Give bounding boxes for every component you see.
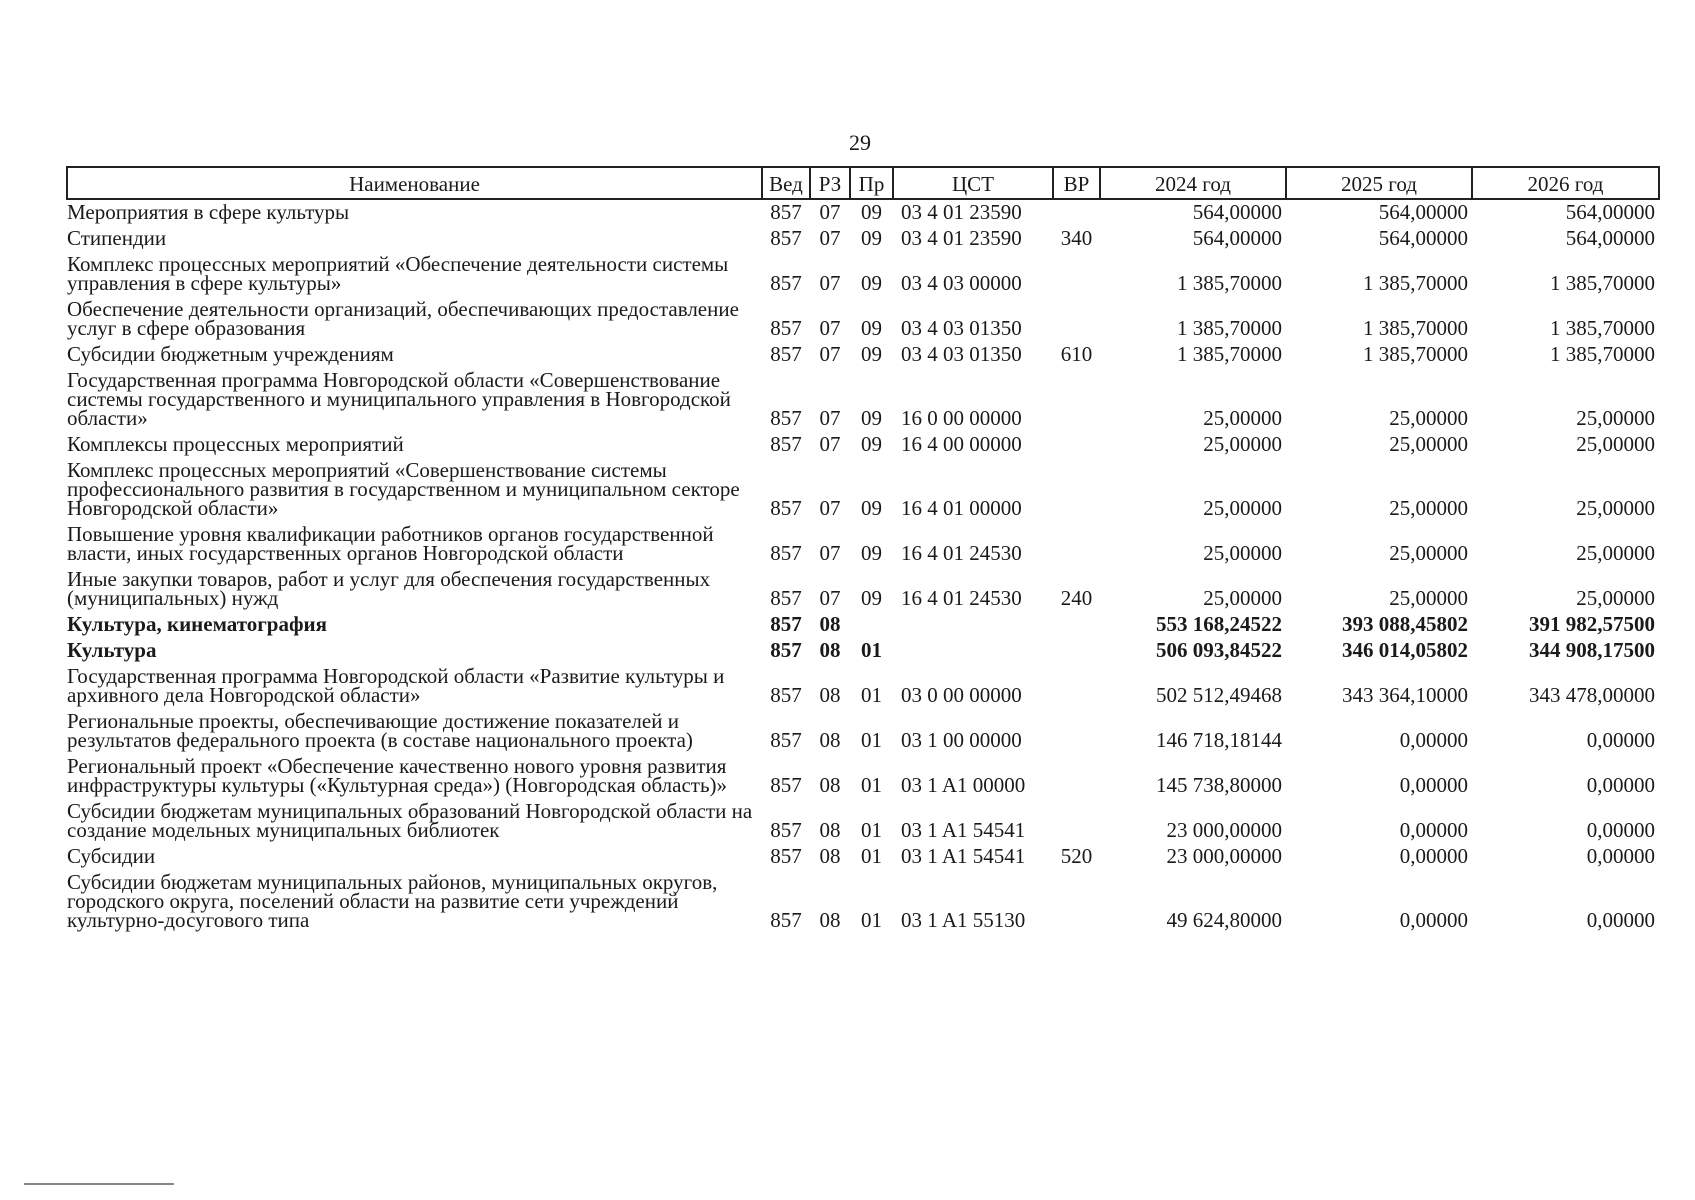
cell-ved: 857 (770, 342, 802, 366)
cell-2026: 25,00000 (1576, 406, 1655, 430)
table-row (67, 226, 1659, 252)
cell-vr (1053, 432, 1100, 458)
cell-2025: 1 385,70000 (1363, 316, 1468, 340)
cell-2026: 343 478,00000 (1529, 683, 1655, 707)
scan-artifact-line (24, 1183, 174, 1185)
header-cst: ЦСТ (893, 167, 1053, 199)
cell-2025: 564,00000 (1378, 226, 1468, 250)
cell-cst: 16 0 00 00000 (901, 406, 1022, 430)
cell-vr (1053, 297, 1100, 342)
cell-2024: 1 385,70000 (1177, 342, 1282, 366)
cell-vr (1053, 709, 1100, 754)
cell-vr (1053, 252, 1100, 297)
cell-pr: 09 (861, 200, 882, 224)
cell-name: Комплекс процессных мероприятий «Обеспечение деятельности системы управления в сфере культуры» (67, 252, 729, 295)
cell-rz: 08 (819, 773, 841, 797)
cell-rz: 08 (819, 612, 841, 636)
cell-ved: 857 (770, 541, 802, 565)
cell-2025: 1 385,70000 (1363, 271, 1468, 295)
cell-2026: 25,00000 (1576, 496, 1655, 520)
cell-ved: 857 (770, 683, 802, 707)
cell-name: Мероприятия в сфере культуры (67, 200, 350, 224)
cell-cst: 16 4 01 24530 (901, 586, 1022, 610)
header-rz: РЗ (810, 167, 850, 199)
cell-2025: 346 014,05802 (1342, 638, 1468, 662)
table-row (67, 844, 1659, 870)
cell-name: Обеспечение деятельности организаций, обеспечивающих предоставление услуг в сфере образования (67, 297, 739, 340)
cell-name: Субсидии (67, 844, 156, 868)
header-name: Наименование (67, 167, 762, 199)
table-row (67, 458, 1659, 522)
table-body (67, 199, 1659, 934)
cell-name: Комплексы процессных мероприятий (67, 432, 404, 456)
cell-vr (1053, 522, 1100, 567)
cell-cst: 03 1 A1 54541 (901, 844, 1026, 868)
cell-pr: 01 (861, 728, 882, 752)
cell-rz: 07 (819, 586, 841, 610)
table-row (67, 297, 1659, 342)
cell-2026: 1 385,70000 (1550, 271, 1655, 295)
cell-2025: 343 364,10000 (1342, 683, 1468, 707)
cell-2024: 25,00000 (1203, 541, 1282, 565)
cell-rz: 08 (819, 638, 841, 662)
cell-rz: 07 (819, 200, 841, 224)
cell-name: Субсидии бюджетам муниципальных районов, муниципальных округов, городского округа, поселений области на развитие сети учреждений культурно-досугового типа (67, 870, 718, 932)
table-row (67, 664, 1659, 709)
header-2024: 2024 год (1100, 167, 1286, 199)
cell-ved: 857 (770, 226, 802, 250)
header-ved: Вед (762, 167, 810, 199)
cell-ved: 857 (770, 773, 802, 797)
cell-2026: 25,00000 (1576, 586, 1655, 610)
cell-ved: 857 (770, 271, 802, 295)
cell-cst: 03 4 03 01350 (901, 316, 1022, 340)
cell-rz: 07 (819, 541, 841, 565)
table-row (67, 342, 1659, 368)
cell-cst: 16 4 01 24530 (901, 541, 1022, 565)
cell-rz: 07 (819, 406, 841, 430)
cell-2025: 0,00000 (1399, 773, 1468, 797)
header-2025: 2025 год (1286, 167, 1472, 199)
cell-2024: 553 168,24522 (1156, 612, 1282, 636)
table-row (67, 799, 1659, 844)
cell-cst (893, 638, 1053, 664)
cell-pr: 01 (861, 773, 882, 797)
cell-name: Культура (67, 638, 157, 662)
table-row (67, 522, 1659, 567)
cell-vr (1053, 368, 1100, 432)
cell-pr: 09 (861, 271, 882, 295)
cell-2026: 0,00000 (1586, 844, 1655, 868)
cell-name: Стипендии (67, 226, 167, 250)
cell-2024: 25,00000 (1203, 496, 1282, 520)
cell-cst: 03 4 03 00000 (901, 271, 1022, 295)
cell-cst: 03 0 00 00000 (901, 683, 1022, 707)
cell-pr: 09 (861, 342, 882, 366)
cell-ved: 857 (770, 432, 802, 456)
header-pr: Пр (850, 167, 893, 199)
cell-2024: 564,00000 (1192, 200, 1282, 224)
table-row (67, 199, 1659, 226)
cell-pr: 09 (861, 432, 882, 456)
cell-pr: 01 (861, 844, 882, 868)
cell-name: Повышение уровня квалификации работников органов государственной власти, иных государственных органов Новгородской области (67, 522, 714, 565)
cell-ved: 857 (770, 496, 802, 520)
cell-ved: 857 (770, 406, 802, 430)
cell-vr: 340 (1060, 226, 1093, 250)
cell-2024: 1 385,70000 (1177, 271, 1282, 295)
cell-pr: 09 (861, 316, 882, 340)
cell-pr: 09 (861, 586, 882, 610)
cell-cst: 16 4 01 00000 (901, 496, 1022, 520)
cell-2026: 1 385,70000 (1550, 316, 1655, 340)
cell-2026: 0,00000 (1586, 818, 1655, 842)
cell-vr: 240 (1060, 586, 1093, 610)
table-row (67, 870, 1659, 934)
table-header-row (67, 167, 1659, 199)
cell-name: Субсидии бюджетным учреждениям (67, 342, 394, 366)
cell-vr: 520 (1060, 844, 1093, 868)
cell-rz: 07 (819, 316, 841, 340)
cell-pr (850, 612, 893, 638)
cell-pr: 09 (861, 406, 882, 430)
cell-pr: 01 (861, 638, 882, 662)
cell-2025: 0,00000 (1399, 728, 1468, 752)
cell-vr (1053, 199, 1100, 226)
cell-cst: 03 1 A1 55130 (901, 908, 1026, 932)
table-row (67, 368, 1659, 432)
cell-2025: 25,00000 (1389, 586, 1468, 610)
cell-rz: 07 (819, 226, 841, 250)
header-2026: 2026 год (1472, 167, 1659, 199)
cell-2024: 49 624,80000 (1166, 908, 1282, 932)
cell-pr: 09 (861, 226, 882, 250)
cell-vr (1053, 612, 1100, 638)
cell-2026: 564,00000 (1565, 200, 1655, 224)
table-row (67, 709, 1659, 754)
cell-pr: 09 (861, 496, 882, 520)
cell-rz: 08 (819, 818, 841, 842)
cell-2024: 1 385,70000 (1177, 316, 1282, 340)
cell-ved: 857 (770, 818, 802, 842)
table-row (67, 612, 1659, 638)
table-row (67, 252, 1659, 297)
cell-cst: 03 4 01 23590 (901, 226, 1022, 250)
cell-2024: 146 718,18144 (1156, 728, 1282, 752)
cell-pr: 09 (861, 541, 882, 565)
cell-ved: 857 (770, 316, 802, 340)
cell-vr: 610 (1060, 342, 1093, 366)
cell-pr: 01 (861, 908, 882, 932)
cell-rz: 08 (819, 844, 841, 868)
cell-2026: 0,00000 (1586, 908, 1655, 932)
cell-name: Государственная программа Новгородской области «Совершенствование системы государственного и муниципального управления в Новгородской области» (67, 368, 731, 430)
cell-rz: 08 (819, 908, 841, 932)
cell-2026: 391 982,57500 (1529, 612, 1655, 636)
cell-pr: 01 (861, 683, 882, 707)
cell-2025: 1 385,70000 (1363, 342, 1468, 366)
table-row (67, 754, 1659, 799)
cell-2024: 506 093,84522 (1156, 638, 1282, 662)
cell-2024: 145 738,80000 (1156, 773, 1282, 797)
table-row (67, 638, 1659, 664)
cell-2025: 0,00000 (1399, 844, 1468, 868)
cell-rz: 07 (819, 271, 841, 295)
cell-2025: 25,00000 (1389, 432, 1468, 456)
cell-2025: 25,00000 (1389, 406, 1468, 430)
page-number: 29 (849, 130, 871, 155)
cell-2024: 23 000,00000 (1166, 818, 1282, 842)
cell-2024: 25,00000 (1203, 432, 1282, 456)
cell-vr (1053, 799, 1100, 844)
cell-ved: 857 (770, 200, 802, 224)
cell-cst (893, 612, 1053, 638)
cell-2026: 25,00000 (1576, 541, 1655, 565)
cell-2025: 0,00000 (1399, 908, 1468, 932)
cell-2026: 0,00000 (1586, 728, 1655, 752)
cell-2025: 564,00000 (1378, 200, 1468, 224)
cell-name: Региональный проект «Обеспечение качественно нового уровня развития инфраструктуры культуры («Культурная среда») (Новгородская область)» (67, 754, 728, 797)
cell-rz: 07 (819, 342, 841, 366)
cell-ved: 857 (770, 612, 802, 636)
cell-2024: 502 512,49468 (1156, 683, 1282, 707)
table-row (67, 432, 1659, 458)
cell-name: Комплекс процессных мероприятий «Совершенствование системы профессионального развития в государственном и муниципальном секторе Новгородской области» (67, 458, 740, 520)
cell-2024: 564,00000 (1192, 226, 1282, 250)
cell-cst: 16 4 00 00000 (901, 432, 1022, 456)
cell-cst: 03 4 01 23590 (901, 200, 1022, 224)
cell-2025: 25,00000 (1389, 496, 1468, 520)
cell-2026: 344 908,17500 (1529, 638, 1655, 662)
cell-ved: 857 (770, 908, 802, 932)
cell-rz: 07 (819, 496, 841, 520)
cell-rz: 08 (819, 683, 841, 707)
cell-cst: 03 4 03 01350 (901, 342, 1022, 366)
cell-ved: 857 (770, 638, 802, 662)
cell-2026: 0,00000 (1586, 773, 1655, 797)
header-vr: ВР (1053, 167, 1100, 199)
table-row (67, 567, 1659, 612)
cell-ved: 857 (770, 586, 802, 610)
cell-2026: 25,00000 (1576, 432, 1655, 456)
cell-vr (1053, 458, 1100, 522)
cell-pr: 01 (861, 818, 882, 842)
cell-vr (1053, 870, 1100, 934)
cell-2024: 23 000,00000 (1166, 844, 1282, 868)
cell-vr (1053, 638, 1100, 664)
cell-cst: 03 1 A1 54541 (901, 818, 1026, 842)
cell-2026: 1 385,70000 (1550, 342, 1655, 366)
cell-rz: 07 (819, 432, 841, 456)
cell-2024: 25,00000 (1203, 406, 1282, 430)
cell-2024: 25,00000 (1203, 586, 1282, 610)
cell-rz: 08 (819, 728, 841, 752)
cell-cst: 03 1 00 00000 (901, 728, 1022, 752)
cell-name: Субсидии бюджетам муниципальных образований Новгородской области на создание модельных муниципальных библиотек (67, 799, 753, 842)
cell-ved: 857 (770, 728, 802, 752)
cell-2025: 0,00000 (1399, 818, 1468, 842)
cell-2026: 564,00000 (1565, 226, 1655, 250)
cell-vr (1053, 664, 1100, 709)
cell-2025: 25,00000 (1389, 541, 1468, 565)
cell-name: Иные закупки товаров, работ и услуг для обеспечения государственных (муниципальных) нужд (67, 567, 711, 610)
cell-2025: 393 088,45802 (1342, 612, 1468, 636)
cell-cst: 03 1 A1 00000 (901, 773, 1026, 797)
budget-table (66, 166, 1660, 934)
cell-name: Культура, кинематография (67, 612, 327, 636)
cell-name: Государственная программа Новгородской области «Развитие культуры и архивного дела Новгородской области» (67, 664, 725, 707)
cell-vr (1053, 754, 1100, 799)
cell-ved: 857 (770, 844, 802, 868)
cell-name: Региональные проекты, обеспечивающие достижение показателей и результатов федерального проекта (в составе национального проекта) (67, 709, 693, 752)
